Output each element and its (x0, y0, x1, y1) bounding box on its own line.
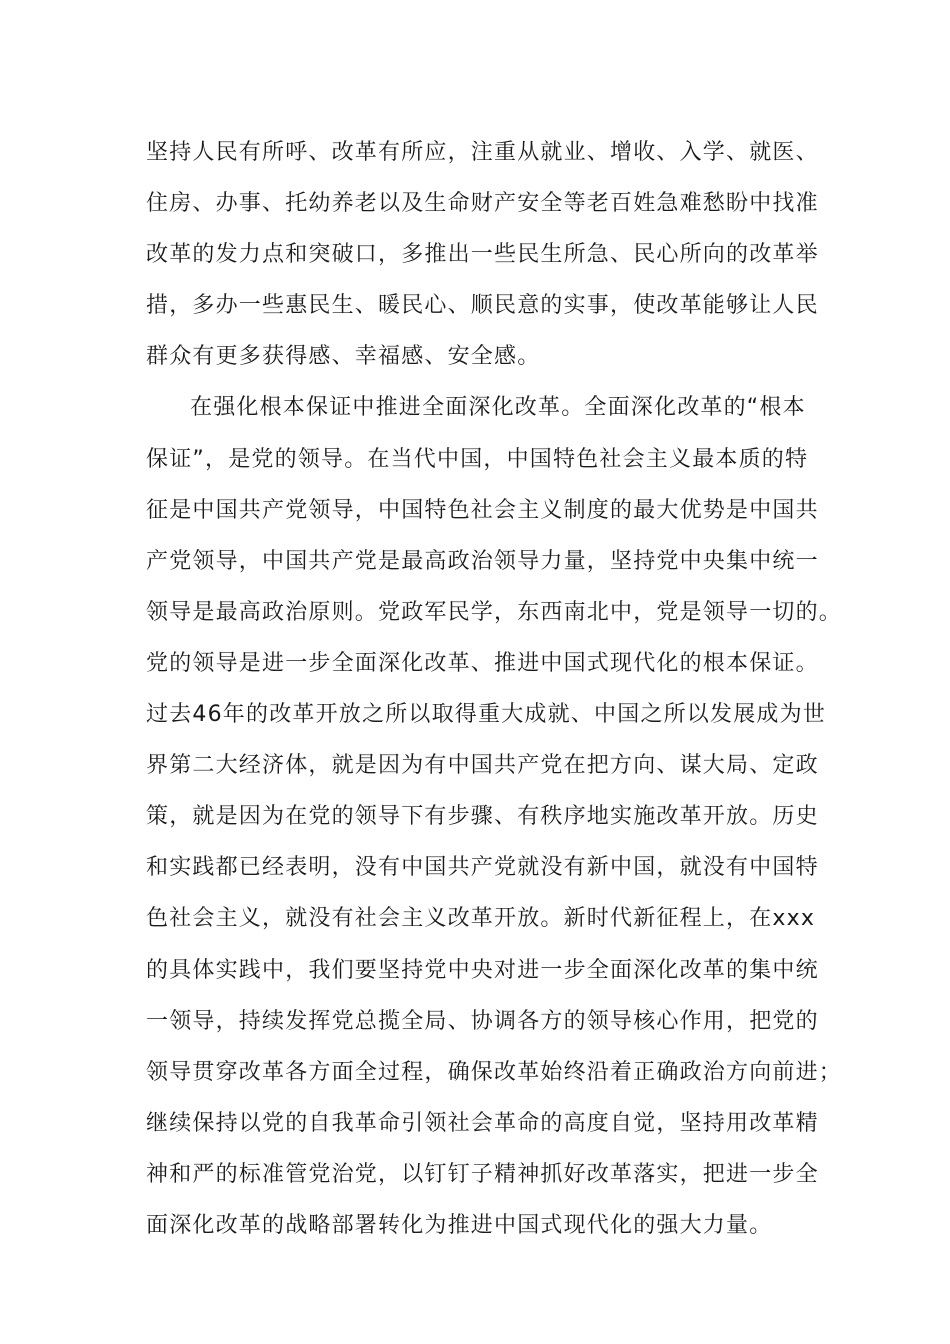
text-line: 措，多办一些惠民生、暖民心、顺民意的实事，使改革能够让人民 (146, 293, 819, 319)
text-line: 保证”，是党的领导。在当代中国，中国特色社会主义最本质的特 (146, 446, 809, 472)
document-body (146, 136, 846, 1260)
text-line: 群众有更多获得感、幸福感、安全感。 (146, 344, 541, 370)
text-line: 色社会主义，就没有社会主义改革开放。新时代新征程上，在xxx (146, 906, 816, 932)
text-line: 坚持人民有所呼、改革有所应，注重从就业、增收、入学、就医、 (146, 140, 819, 165)
text-line: 领导贯穿改革各方面全过程，确保改革始终沿着正确政治方向前进； (146, 1059, 843, 1085)
text-line: 产党领导，中国共产党是最高政治领导力量，坚持党中央集中统一 (146, 548, 819, 574)
text-line: 征是中国共产党领导，中国特色社会主义制度的最大优势是中国共 (146, 497, 819, 523)
text-line: 改革的发力点和突破口，多推出一些民生所急、民心所向的改革举 (146, 242, 819, 268)
text-line: 策，就是因为在党的领导下有步骤、有秩序地实施改革开放。历史 (146, 804, 819, 830)
text-line: 面深化改革的战略部署转化为推进中国式现代化的强大力量。 (146, 1212, 773, 1238)
paragraph-1 (146, 136, 846, 391)
text-line: 的具体实践中，我们要坚持党中央对进一步全面深化改革的集中统 (146, 957, 819, 983)
text-line: 神和严的标准管党治党，以钉钉子精神抓好改革落实，把进一步全 (146, 1161, 819, 1187)
text-line: 和实践都已经表明，没有中国共产党就没有新中国，就没有中国特 (146, 855, 819, 881)
paragraph-2 (146, 391, 846, 1260)
text-line: 过去46年的改革开放之所以取得重大成就、中国之所以发展成为世 (146, 702, 826, 728)
text-line: 界第二大经济体，就是因为有中国共产党在把方向、谋大局、定政 (146, 753, 819, 779)
text-line: 一领导，持续发挥党总揽全局、协调各方的领导核心作用，把党的 (146, 1008, 819, 1034)
text-line: 领导是最高政治原则。党政军民学，东西南北中，党是领导一切的。 (146, 599, 843, 625)
text-line: 住房、办事、托幼养老以及生命财产安全等老百姓急难愁盼中找准 (146, 191, 819, 217)
text-line: 继续保持以党的自我革命引领社会革命的高度自觉，坚持用改革精 (146, 1110, 819, 1136)
text-line: 党的领导是进一步全面深化改革、推进中国式现代化的根本保证。 (146, 650, 819, 676)
text-line: 在强化根本保证中推进全面深化改革。全面深化改革的“根本 (190, 395, 806, 421)
